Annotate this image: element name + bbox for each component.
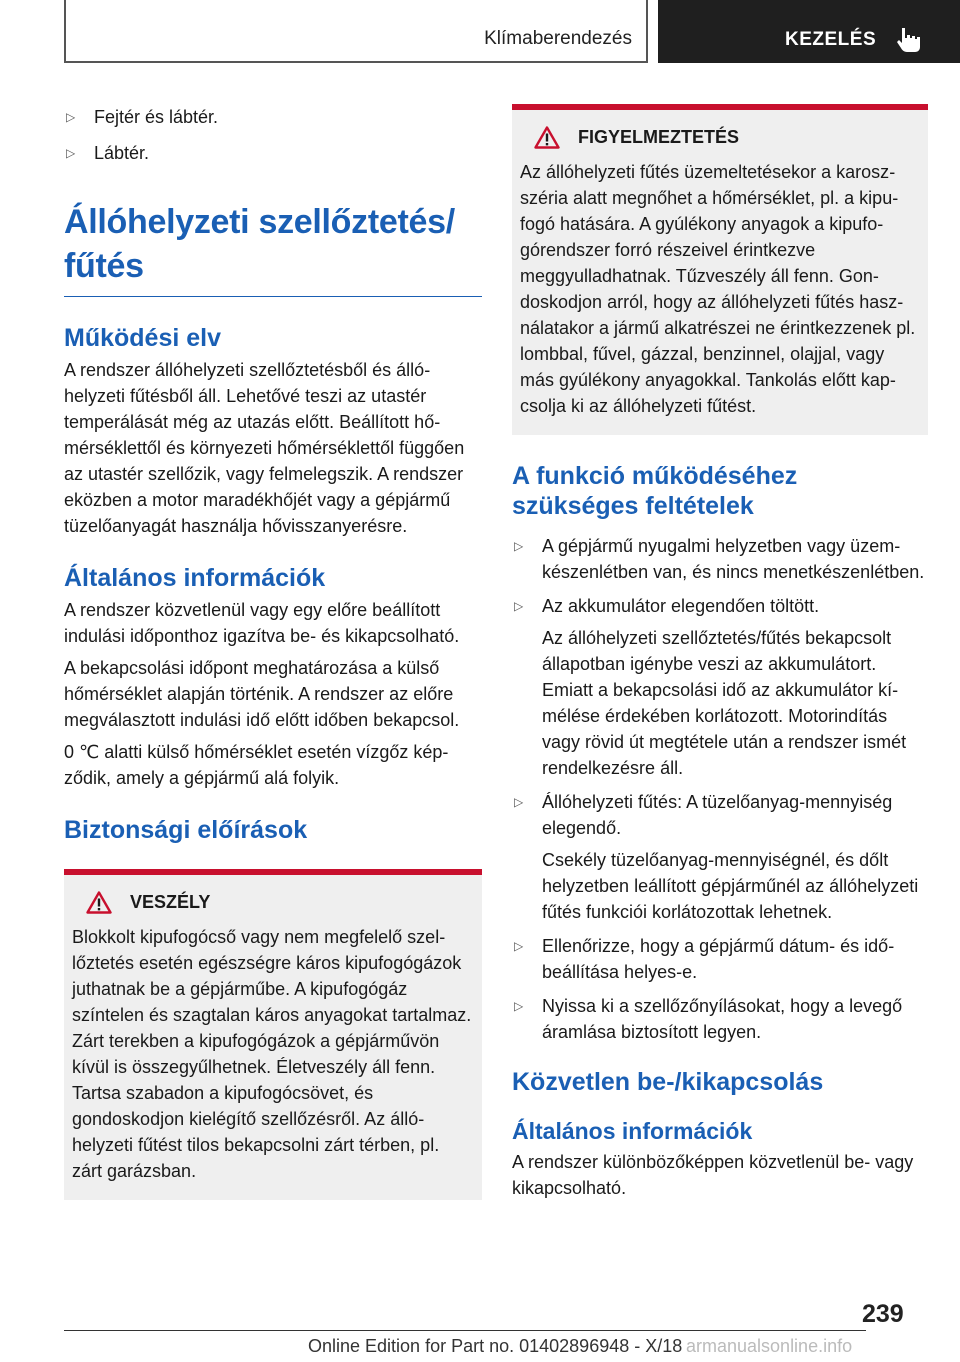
- page-number: 239: [862, 1300, 904, 1328]
- list-item: ▷ Ellenőrizze, hogy a gépjármű dátum- és időbeállítása helyes-e.: [512, 933, 928, 985]
- header-tab: [658, 0, 960, 63]
- list-item: ▷ Fejtér és lábtér.: [64, 104, 482, 130]
- footer-watermark: armanualsonline.info: [686, 1336, 853, 1356]
- pointing-hand-icon: [893, 24, 923, 54]
- paragraph: A rendszer közvetlenül vagy egy előre beállított indulási időponthoz igazítva be- és kikapcsolható.: [64, 600, 460, 646]
- danger-header: [72, 891, 472, 914]
- triangle-bullet-icon: ▷: [66, 146, 76, 160]
- warning-header: [520, 126, 918, 149]
- paragraph: A bekapcsolási időpont meghatározása a külső hőmérséklet alapján történik. A rendszer az előre megválasztott indulási idő előtt időben bekapcsol.: [64, 658, 460, 730]
- section-heading: Általános információk: [64, 564, 326, 592]
- triangle-bullet-icon: ▷: [514, 795, 524, 809]
- right-column: [512, 96, 928, 1201]
- page-title: Állóhelyzeti szellőztetés/ fűtés: [64, 200, 482, 297]
- triangle-bullet-icon: ▷: [514, 999, 524, 1013]
- header-section-title: Klímaberendezés: [484, 28, 632, 49]
- triangle-bullet-icon: ▷: [514, 939, 524, 953]
- list-item: ▷ Nyissa ki a szellőzőnyílásokat, hogy a levegő áramlása biztosított legyen.: [512, 993, 928, 1045]
- section-heading: A funkció működéséhez szükséges feltételek: [512, 462, 798, 520]
- danger-box: [64, 869, 482, 1200]
- footer-edition: Online Edition for Part no. 01402896948 - X/18: [308, 1336, 683, 1356]
- paragraph: 0 ℃ alatti külső hőmérséklet esetén vízgőz képződik, amely a gépjármű alá folyik.: [64, 742, 449, 788]
- warning-box: [512, 104, 928, 435]
- warning-triangle-icon: [86, 891, 112, 914]
- danger-label: VESZÉLY: [130, 892, 211, 912]
- paragraph: A rendszer különbözőképpen közvetlenül be- vagy kikapcsolható.: [512, 1152, 914, 1198]
- triangle-bullet-icon: ▷: [514, 539, 524, 553]
- triangle-bullet-icon: ▷: [514, 599, 524, 613]
- list-item: ▷ Az akkumulátor elegendően töltött.: [512, 593, 928, 619]
- left-column: [64, 96, 482, 1200]
- section-heading: Közvetlen be-/kikapcsolás: [512, 1068, 824, 1096]
- section-heading: Működési elv: [64, 324, 221, 352]
- list-item-note: Az állóhelyzeti szellőztetés/fűtés bekapcsolt állapotban igénybe veszi az akkumulátort. Emiatt a bekapcsolási idő az akkumulátor kímélése érdekében korlátozott. Motorindítás vagy rövid út megtétele után a rendszer ismét rendelkezésre áll.: [542, 628, 907, 778]
- warning-label: FIGYELMEZTETÉS: [578, 127, 740, 147]
- subsection-heading: Általános információk: [512, 1118, 753, 1144]
- list-item-note: Csekély tüzelőanyag-mennyiségnél, és dőlt helyzetben leállított gépjárműnél az állóhelyzeti fűtés funkciói korlátozottak lehetnek.: [542, 850, 919, 922]
- warning-triangle-icon: [534, 126, 560, 149]
- header-tab-label: KEZELÉS: [785, 29, 877, 50]
- list-item: ▷ Állóhelyzeti fűtés: A tüzelőanyag-mennyiség elegendő.: [512, 789, 928, 841]
- list-item: ▷ Lábtér.: [64, 140, 482, 166]
- header-frame: [64, 0, 648, 63]
- footer-divider: [64, 1330, 866, 1331]
- danger-text: Blokkolt kipufogócső vagy nem megfelelő szellőztetés esetén egészségre káros kipufogógázok juthatnak be a gépjárműbe. A kipufogógáz színtelen és szagtalan káros anyagokat tartalmaz. Zárt terekben a kipufogógázok a gépjárművön kívül is összegyűlhetnek. Életveszély áll fenn. Tartsa szabadon a kipufogócsövet, és gondoskodjon kielégítő szellőzésről. Az állóhelyzeti fűtést tilos bekapcsolni zárt térben, pl. zárt garázsban.: [72, 927, 472, 1181]
- warning-text: Az állóhelyzeti fűtés üzemeltetésekor a karoszszéria alatt megnőhet a hőmérséklet, pl. a kipufogó hatására. A gyúlékony anyagok a kipufogórendszer forró részeivel érintkezve meggyulladhatnak. Tűzveszély áll fenn. Gondoskodjon arról, hogy az állóhelyzeti fűtés használatakor a jármű alkatrészei ne érintkezzenek pl. lombbal, fűvel, gázzal, benzinnel, olajjal, vagy más gyúlékony anyagokkal. Tankolás előtt kapcsolja ki az állóhelyzeti fűtést.: [520, 162, 916, 416]
- paragraph: A rendszer állóhelyzeti szellőztetésből és állóhelyzeti fűtésből áll. Lehetővé teszi az utastér temperálását még az utazás előtt. Beállított hőmérséklettől és környezeti hőmérséklettől függően az utastér szellőzik, vagy felmelegszik. A rendszer eközben a motor maradékhőjét vagy a gépjármű tüzelőanyagát használja hővisszanyerésre.: [64, 360, 465, 536]
- triangle-bullet-icon: ▷: [66, 110, 76, 124]
- section-heading: Biztonsági előírások: [64, 816, 308, 844]
- list-item: ▷ A gépjármű nyugalmi helyzetben vagy üzemkészenlétben van, és nincs menetkészenlétben.: [512, 533, 928, 585]
